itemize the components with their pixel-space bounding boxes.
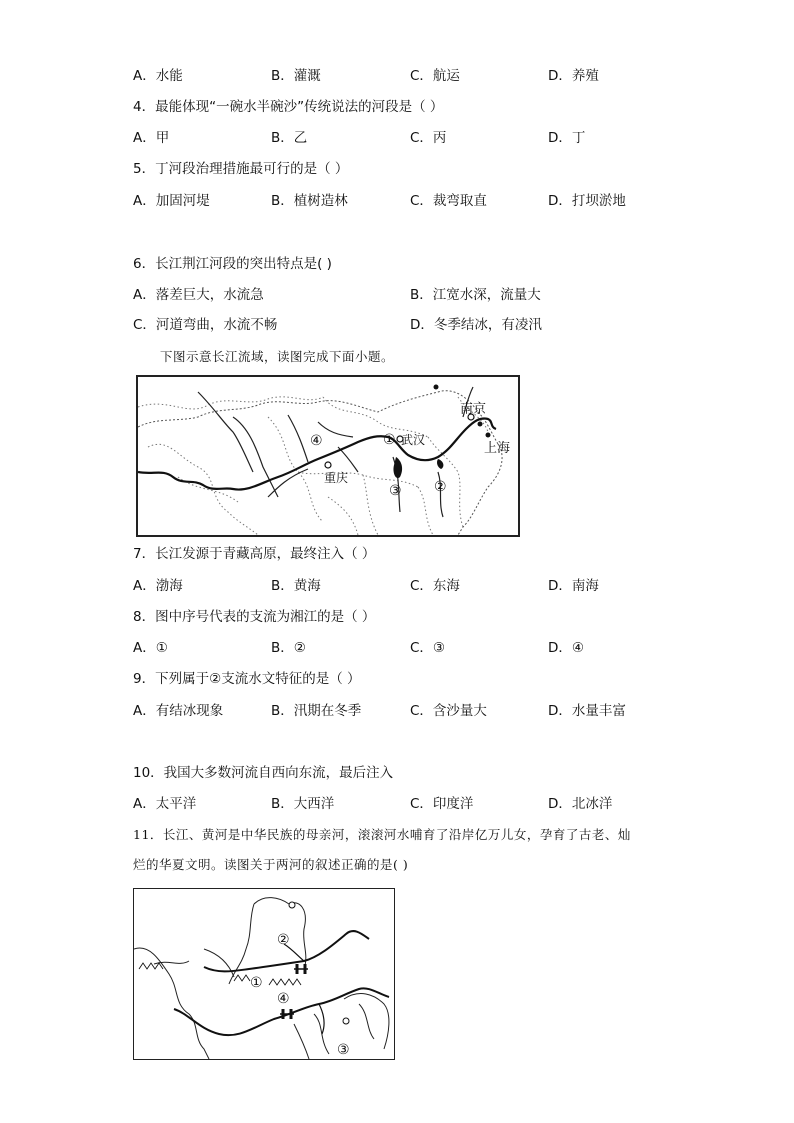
q10-option-c[interactable]: C．印度洋 (410, 796, 474, 812)
q6-option-d[interactable]: D．冬季结冰，有凌汛 (410, 317, 542, 333)
q7-option-a[interactable]: A．渤海 (133, 578, 183, 594)
marker-4: ④ (277, 991, 290, 1007)
q6-stem: 6．长江荆江河段的突出特点是( ) (133, 256, 332, 272)
marker-1: ① (383, 432, 396, 448)
q5-option-c[interactable]: C．裁弯取直 (410, 193, 487, 209)
q9-option-a[interactable]: A．有结冰现象 (133, 703, 224, 719)
q11-stem-line1: 11．长江、黄河是中华民族的母亲河，滚滚河水哺育了沿岸亿万儿女，孕育了古老、灿 (133, 827, 631, 842)
marker-1: ① (250, 975, 263, 991)
q8-stem: 8．图中序号代表的支流为湘江的是（ ） (133, 609, 376, 625)
q4-option-d[interactable]: D．丁 (548, 130, 586, 146)
q8-option-a[interactable]: A．① (133, 640, 168, 656)
shanghai-dot (486, 433, 491, 438)
label-nanjing: 南京 (460, 402, 487, 417)
q9-stem: 9．下列属于②支流水文特征的是（ ） (133, 671, 361, 687)
q7-option-d[interactable]: D．南海 (548, 578, 599, 594)
q10-option-b[interactable]: B．大西洋 (271, 796, 335, 812)
yangtze-intro: 下图示意长江流域，读图完成下面小题。 (160, 349, 395, 364)
q6-option-b[interactable]: B．江宽水深，流量大 (410, 287, 541, 303)
q3-option-d[interactable]: D．养殖 (548, 68, 599, 84)
city-dot (478, 422, 483, 427)
q4-stem: 4．最能体现“一碗水半碗沙”传统说法的河段是（ ） (133, 99, 444, 115)
province-boundaries (138, 397, 488, 535)
yangtze-map-svg (138, 377, 518, 535)
yangtze-basin-map (136, 375, 520, 537)
q11-stem-line2: 烂的华夏文明。读图关于两河的叙述正确的是( ) (133, 857, 409, 872)
q7-option-b[interactable]: B．黄海 (271, 578, 321, 594)
q6-option-a[interactable]: A．落差巨大，水流急 (133, 287, 264, 303)
chongqing-dot (325, 462, 331, 468)
q3-option-a[interactable]: A．水能 (133, 68, 183, 84)
q6-option-c[interactable]: C．河道弯曲，水流不畅 (133, 317, 278, 333)
city-dot-east (343, 1018, 349, 1024)
q4-option-c[interactable]: C．丙 (410, 130, 447, 146)
q5-option-d[interactable]: D．打坝淤地 (548, 193, 626, 209)
dongting-lake (393, 457, 402, 478)
q8-option-c[interactable]: C．③ (410, 640, 446, 656)
label-wuhan: 武汉 (401, 433, 426, 447)
city-dot-north (434, 385, 439, 390)
q5-option-b[interactable]: B．植树造林 (271, 193, 348, 209)
basin-boundary (138, 391, 502, 535)
q3-option-b[interactable]: B．灌溉 (271, 68, 321, 84)
q10-option-d[interactable]: D．北冰洋 (548, 796, 613, 812)
label-chongqing: 重庆 (324, 471, 349, 485)
q10-stem: 10．我国大多数河流自西向东流，最后注入 (133, 765, 394, 781)
q8-option-d[interactable]: D．④ (548, 640, 584, 656)
marker-2: ② (277, 932, 290, 948)
q10-option-a[interactable]: A．太平洋 (133, 796, 197, 812)
q9-option-c[interactable]: C．含沙量大 (410, 703, 487, 719)
q4-option-a[interactable]: A．甲 (133, 130, 170, 146)
q5-stem: 5．丁河段治理措施最可行的是（ ） (133, 161, 349, 177)
marker-2: ② (434, 479, 447, 495)
q9-option-d[interactable]: D．水量丰富 (548, 703, 626, 719)
two-rivers-map (133, 888, 395, 1060)
q7-stem: 7．长江发源于青藏高原，最终注入（ ） (133, 546, 376, 562)
q7-option-c[interactable]: C．东海 (410, 578, 460, 594)
marker-3: ③ (389, 483, 402, 499)
city-dot-north (289, 902, 295, 908)
two-rivers-svg (134, 889, 394, 1059)
label-shanghai: 上海 (484, 441, 511, 456)
q8-option-b[interactable]: B．② (271, 640, 306, 656)
marker-3: ③ (337, 1042, 350, 1058)
q3-option-c[interactable]: C．航运 (410, 68, 460, 84)
q9-option-b[interactable]: B．汛期在冬季 (271, 703, 362, 719)
poyang-lake (437, 459, 443, 469)
tributary-b (319, 1004, 324, 1034)
q4-option-b[interactable]: B．乙 (271, 130, 308, 146)
marker-4: ④ (310, 433, 323, 449)
q5-option-a[interactable]: A．加固河堤 (133, 193, 210, 209)
